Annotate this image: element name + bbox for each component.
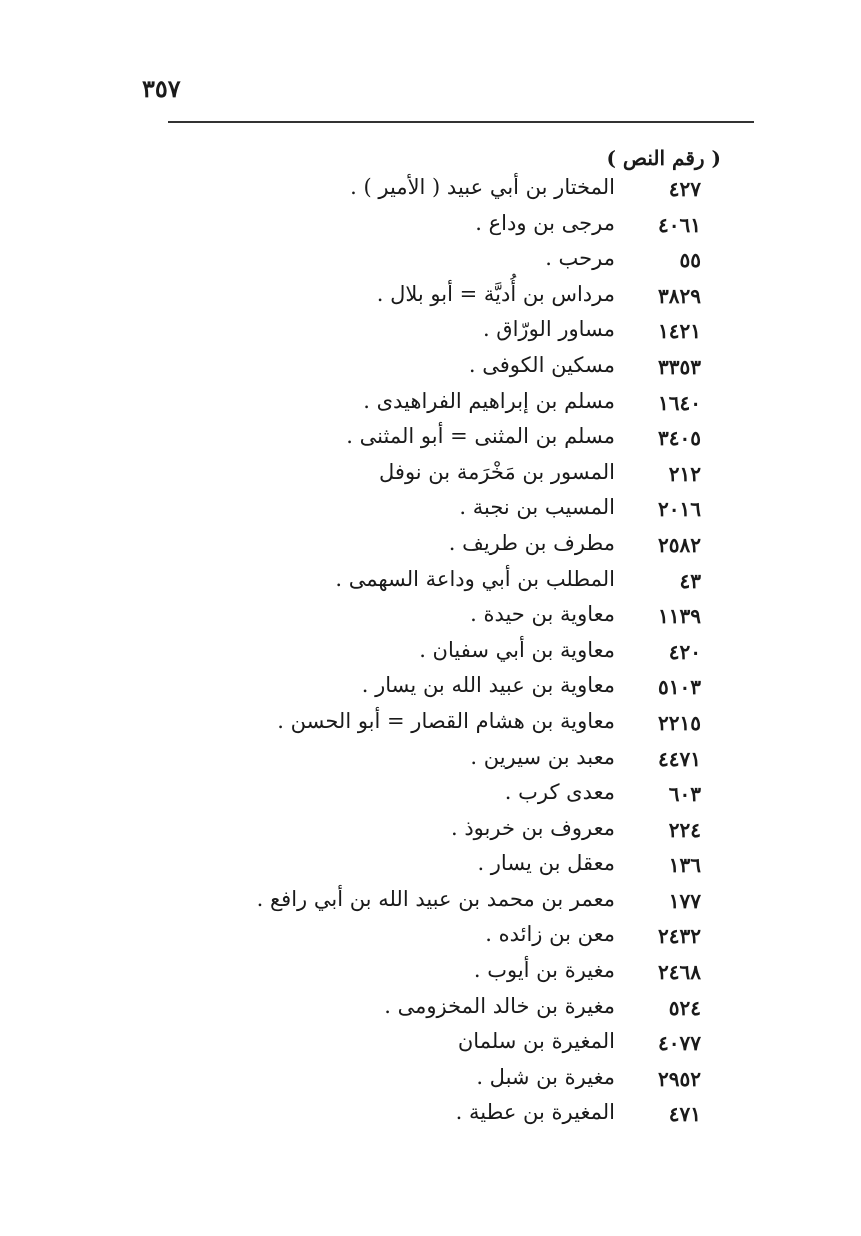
entry-number: ٥١٠٣ (658, 675, 701, 700)
entry-name: المسور بن مَخْرَمة بن نوفل (379, 459, 615, 484)
entry-name: معقل بن يسار . (477, 851, 615, 876)
entry-number: ٤٢٠ (668, 639, 701, 664)
index-entry (0, 990, 861, 1026)
entry-number: ١٣٦ (668, 853, 701, 878)
entry-name: مسلم بن المثنى = أبو المثنى . (346, 424, 615, 449)
index-entry (0, 705, 861, 741)
index-entry (0, 776, 861, 812)
entry-number: ٣٤٠٥ (658, 426, 701, 451)
index-entry (0, 420, 861, 456)
entry-name: مرداس بن أُديَّة = أبو بلال . (376, 281, 615, 306)
entry-number: ٤٠٧٧ (658, 1031, 701, 1056)
entry-name: المطلب بن أبي وداعة السهمى . (335, 566, 615, 591)
entry-name: مرحب . (545, 246, 615, 271)
entry-number: ٣٨٢٩ (658, 283, 701, 308)
page-number: ٣٥٧ (142, 74, 181, 103)
entry-number: ٤٣ (679, 568, 701, 593)
entry-name: معن بن زائده . (485, 922, 615, 947)
entry-number: ٢٩٥٢ (658, 1066, 701, 1091)
entry-number: ٤٢٧ (668, 177, 701, 201)
entry-number: ١٦٤٠ (658, 390, 701, 415)
entry-name: مغيرة بن أيوب . (473, 958, 615, 983)
entry-number: ٤٠٦١ (658, 212, 701, 237)
entry-name: معبد بن سيرين . (470, 744, 615, 769)
entry-name: مساور الورّاق . (482, 317, 615, 342)
entry-name: معاوية بن أبي سفيان . (419, 637, 615, 662)
index-entry (0, 171, 861, 207)
entry-number: ٢١٢ (668, 461, 701, 486)
entry-number: ١٧٧ (668, 888, 701, 913)
index-entry (0, 385, 861, 421)
index-entry (0, 491, 861, 527)
entry-number: ١٤٢١ (658, 319, 701, 344)
entry-number: ٥٥ (679, 248, 701, 273)
entry-number: ٢٤٣٢ (658, 924, 701, 949)
entry-number: ٢٢١٥ (658, 710, 701, 735)
entry-name: مغيرة بن خالد المخزومى . (384, 993, 615, 1018)
index-entry (0, 1061, 861, 1097)
index-entry (0, 563, 861, 599)
index-entry (0, 1025, 861, 1061)
entry-name: مسلم بن إبراهيم الفراهيدى . (363, 388, 615, 413)
entry-number: ٢٤٦٨ (658, 960, 701, 985)
index-entry (0, 954, 861, 990)
entry-name: معاوية بن عبيد الله بن يسار . (361, 673, 615, 698)
index-entry (0, 847, 861, 883)
entry-name: مرجى بن وداع . (475, 210, 615, 235)
entry-name: المغيرة بن سلمان (457, 1029, 615, 1054)
entry-number: ٢٥٨٢ (658, 532, 701, 557)
column-heading: ( رقم النص ) (606, 146, 721, 170)
entry-number: ٢٢٤ (668, 817, 701, 842)
entry-name: معمر بن محمد بن عبيد الله بن أبي رافع . (256, 886, 615, 911)
entry-name: المسيب بن نجبة . (459, 495, 615, 520)
index-entry (0, 527, 861, 563)
entry-name: مسكين الكوفى . (468, 352, 615, 377)
entry-number: ١١٣٩ (658, 604, 701, 629)
index-entries (0, 171, 861, 1132)
entry-name: المختار بن أبي عبيد ( الأمير ) . (350, 175, 615, 199)
entry-number: ٦٠٣ (668, 782, 701, 807)
entry-number: ٤٧١ (668, 1102, 701, 1127)
entry-number: ٤٤٧١ (658, 746, 701, 771)
index-entry (0, 278, 861, 314)
index-entry (0, 349, 861, 385)
entry-name: مغيرة بن شبل . (476, 1064, 615, 1089)
index-entry (0, 883, 861, 919)
header-rule (168, 121, 754, 123)
index-entry (0, 918, 861, 954)
entry-name: معدى كرب . (504, 780, 615, 805)
index-entry (0, 741, 861, 777)
entry-name: معروف بن خربوذ . (450, 815, 615, 840)
index-entry (0, 1096, 861, 1132)
index-entry (0, 634, 861, 670)
entry-number: ٣٣٥٣ (658, 354, 701, 379)
entry-name: المغيرة بن عطية . (455, 1100, 615, 1125)
entry-number: ٢٠١٦ (658, 497, 701, 522)
entry-name: مطرف بن طريف . (448, 530, 615, 555)
index-entry (0, 669, 861, 705)
index-entry (0, 207, 861, 243)
index-entry (0, 598, 861, 634)
index-entry (0, 313, 861, 349)
entry-number: ٥٢٤ (668, 995, 701, 1020)
index-entry (0, 456, 861, 492)
entry-name: معاوية بن هشام القصار = أبو الحسن . (277, 708, 615, 733)
entry-name: معاوية بن حيدة . (470, 602, 615, 627)
index-entry (0, 242, 861, 278)
index-entry (0, 812, 861, 848)
